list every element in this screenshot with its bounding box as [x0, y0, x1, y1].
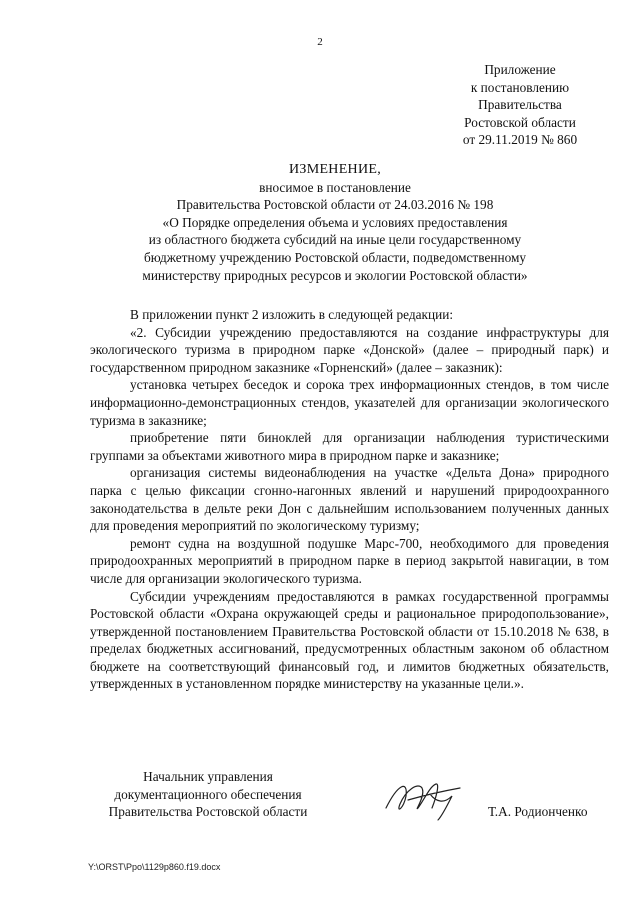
body-paragraph: организация системы видеонаблюдения на участке «Дельта Дона» природного парка с целью фиксации сгонно-нагонных явлений и нарушений природоохранного законодательства в дельте реки Дон с дальнейшим использованием полученных данных для проведения мероприятий по экологическому туризму;	[90, 465, 609, 534]
body-paragraph: «2. Субсидии учреждению предоставляются на создание инфраструктуры для экологического туризма в природном парке «Донской» (далее – природный парк) и государственном природном заказнике «Горненский» (далее – заказник):	[90, 324, 609, 375]
body-paragraph: ремонт судна на воздушной подушке Марс-700, необходимого для проведения природоохранных мероприятий в природном парке в период закрытой навигации, в том числе для организации экологического туризма.	[90, 535, 609, 586]
appendix-line: от 29.11.2019 № 860	[462, 132, 578, 148]
appendix-line: Правительства	[478, 97, 562, 113]
body-paragraph: установка четырех беседок и сорока трех информационных стендов, в том числе информационно-демонстрационных стендов, указателей для организации экологического туризма в заказнике;	[90, 377, 609, 428]
heading-line: Правительства Ростовской области от 24.03.2016 № 198	[176, 197, 494, 213]
file-path: Y:\ORST\Ppo\1129p860.f19.docx	[88, 862, 221, 872]
body-paragraph: Субсидии учреждениям предоставляются в рамках государственной программы Ростовской области «Охрана окружающей среды и рациональное природопользование», утвержденной постановлением Правительства Ростовской области от 15.10.2018 № 638, в пределах бюджетных ассигнований, предусмотренных областным законом об областном бюджете на соответствующий финансовый год, и лимитов бюджетных обязательств, утвержденных в установленном порядке министерству на указанные цели.».	[90, 588, 609, 692]
position-line: Правительства Ростовской области	[108, 804, 308, 820]
position-line: Начальник управления	[143, 769, 273, 784]
body-paragraph: В приложении пункт 2 изложить в следующей редакции:	[130, 307, 454, 322]
body-paragraph: приобретение пяти биноклей для организации наблюдения туристическими группами за объектами животного мира в природном парке и заказнике;	[90, 430, 609, 463]
signatory-name: Т.А. Родионченко	[488, 804, 588, 819]
appendix-line: Ростовской области	[464, 114, 576, 130]
heading-line: из областного бюджета субсидий на иные цели государственному	[148, 232, 522, 248]
heading-line: вносимое в постановление	[259, 179, 411, 195]
position-line: документационного обеспечения	[114, 786, 302, 802]
signatory-position	[88, 768, 328, 821]
heading-line: министерству природных ресурсов и экологии Ростовской области»	[142, 267, 528, 283]
heading-line: «О Порядке определения объема и условиях предоставления	[162, 214, 508, 230]
appendix-line: Приложение	[484, 62, 556, 77]
appendix-line: к постановлению	[470, 79, 570, 95]
signature-block	[88, 768, 628, 828]
document-title: ИЗМЕНЕНИЕ,	[288, 162, 382, 177]
document-body	[90, 306, 609, 693]
document-heading	[100, 161, 570, 284]
page-number: 2	[317, 36, 323, 48]
appendix-block	[440, 61, 600, 149]
handwritten-signature	[378, 774, 468, 824]
heading-line: бюджетному учреждению Ростовской области, подведомственному	[143, 249, 527, 265]
